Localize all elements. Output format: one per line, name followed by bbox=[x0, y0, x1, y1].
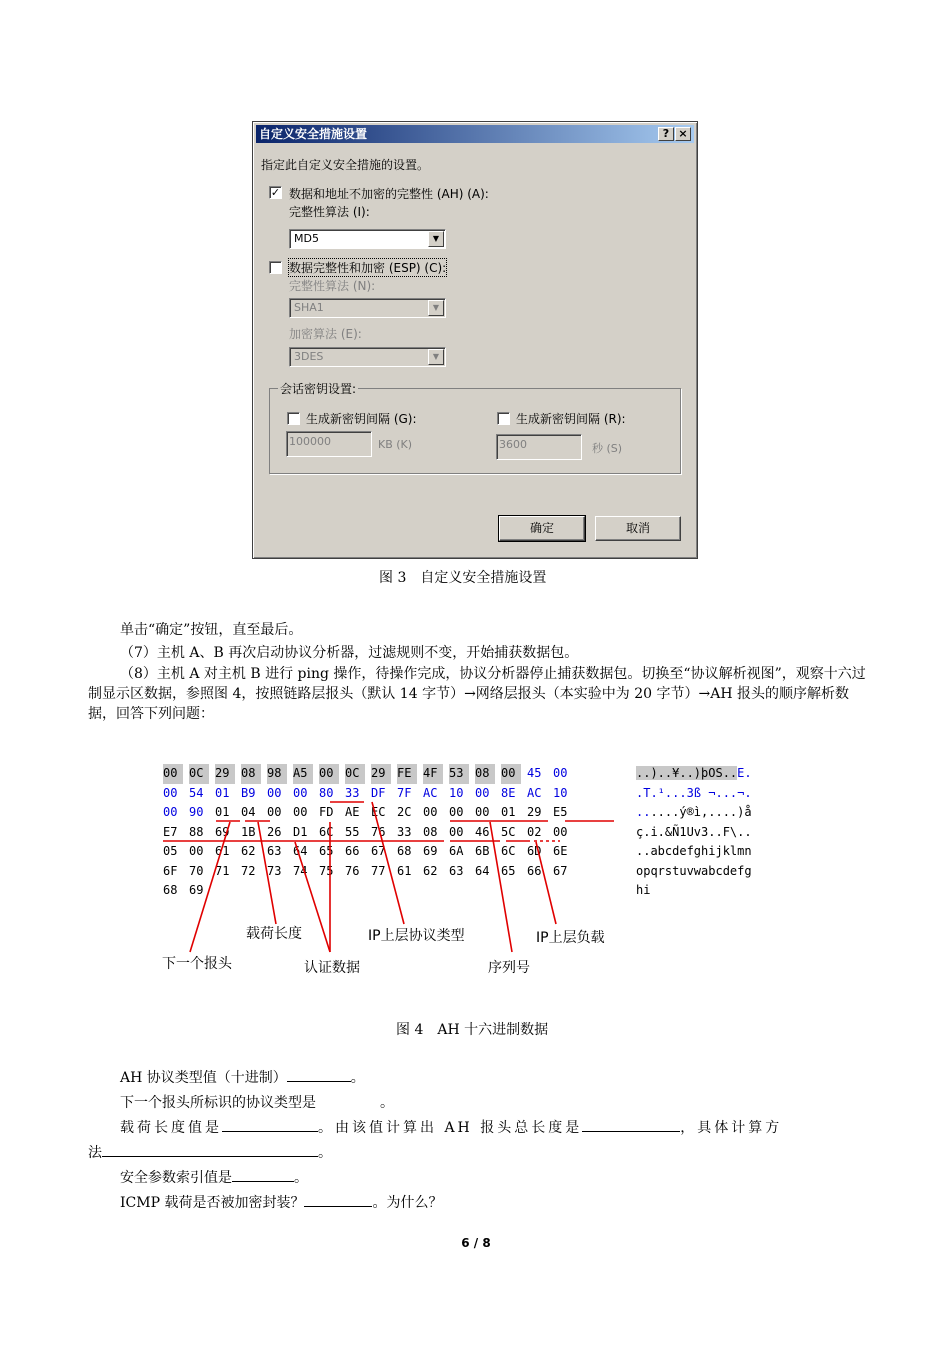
figure-4-caption: 图 4 AH 十六进制数据 bbox=[396, 1022, 549, 1038]
hex-byte: E5 bbox=[553, 805, 568, 819]
hex-byte: 73 bbox=[267, 863, 282, 878]
esp-enc-value: 3DES bbox=[294, 350, 324, 363]
hex-byte: 6B bbox=[475, 844, 490, 858]
hex-byte: 00 bbox=[449, 824, 464, 839]
hex-byte: 00 bbox=[449, 805, 464, 819]
q5-end: 。为什么？ bbox=[372, 1195, 443, 1211]
hex-byte: 65 bbox=[319, 844, 334, 858]
label-ip-upper-payload: IP上层负载 bbox=[536, 930, 605, 946]
hex-byte: 66 bbox=[345, 844, 360, 858]
ascii-row: ç.i.&Ñ1Uv3..F\.. bbox=[636, 824, 752, 839]
hex-byte: 00 bbox=[319, 764, 339, 784]
hex-byte: 67 bbox=[371, 844, 386, 858]
q5-blank[interactable] bbox=[304, 1193, 372, 1207]
kb-unit-label: KB (K) bbox=[378, 438, 413, 451]
hex-byte: 54 bbox=[189, 785, 204, 800]
q3-blank-a[interactable] bbox=[222, 1118, 318, 1132]
hex-byte: 00 bbox=[293, 805, 308, 819]
hex-byte: D1 bbox=[293, 824, 308, 839]
ah-label: 数据和地址不加密的完整性 (AH) (A): bbox=[289, 187, 489, 201]
q5-text: ICMP 载荷是否被加密封装？ bbox=[120, 1195, 305, 1211]
figure-3-caption: 图 3 自定义安全措施设置 bbox=[379, 570, 547, 586]
hex-byte: 6D bbox=[527, 844, 542, 858]
ip-proto-leader bbox=[372, 802, 404, 924]
hex-byte: 4F bbox=[423, 764, 443, 784]
question-2 bbox=[120, 1092, 394, 1112]
ascii-row: .T.¹...3ß ¬...¬. bbox=[636, 785, 752, 800]
q1-end: 。 bbox=[350, 1070, 365, 1086]
q3b-text: 法 bbox=[88, 1145, 102, 1161]
hex-byte: 29 bbox=[215, 764, 235, 784]
question-4 bbox=[120, 1167, 308, 1187]
hex-byte: 75 bbox=[319, 863, 334, 878]
hex-byte: 00 bbox=[267, 805, 282, 819]
hex-byte: 72 bbox=[241, 863, 256, 878]
dialog-title: 自定义安全措施设置 bbox=[259, 127, 368, 141]
hex-byte: 0C bbox=[345, 764, 365, 784]
chevron-down-icon[interactable]: ▼ bbox=[428, 349, 444, 365]
hex-byte: 61 bbox=[397, 863, 412, 878]
hex-byte: 90 bbox=[189, 805, 204, 819]
q2-text: 下一个报头所标识的协议类型是 bbox=[120, 1095, 316, 1111]
kb-interval-label: 生成新密钥间隔 (G): bbox=[306, 412, 417, 426]
hex-byte: 00 bbox=[163, 805, 178, 819]
hex-byte: E7 bbox=[163, 824, 178, 839]
ascii-row: ......ý®ì,....)å bbox=[636, 805, 752, 819]
hex-byte: 6C bbox=[319, 824, 334, 839]
hex-byte: 29 bbox=[371, 764, 391, 784]
hex-byte: 6C bbox=[501, 844, 516, 858]
ok-button[interactable]: 确定 bbox=[499, 516, 585, 541]
q3-text: 载荷长度值是 bbox=[120, 1120, 222, 1136]
hex-byte: 00 bbox=[163, 764, 183, 784]
hex-byte: 00 bbox=[267, 785, 282, 800]
hex-byte: 67 bbox=[553, 863, 568, 878]
question-1 bbox=[120, 1067, 365, 1087]
hex-byte: 0C bbox=[189, 764, 209, 784]
hex-byte: 26 bbox=[267, 824, 282, 839]
hex-byte: 00 bbox=[423, 805, 438, 819]
hex-byte: 8E bbox=[501, 785, 516, 800]
label-ip-upper-protocol: IP上层协议类型 bbox=[368, 928, 465, 944]
hex-byte: 64 bbox=[475, 863, 490, 878]
hex-byte: 2C bbox=[397, 805, 412, 819]
hex-byte: 69 bbox=[189, 883, 204, 897]
hex-byte: EC bbox=[371, 805, 386, 819]
sec-interval-label: 生成新密钥间隔 (R): bbox=[516, 412, 626, 426]
hex-byte: 69 bbox=[423, 844, 438, 858]
hex-byte: 01 bbox=[501, 805, 516, 819]
hex-byte: 68 bbox=[397, 844, 412, 858]
payload-len-leader bbox=[258, 822, 276, 924]
ascii-row: ..abcdefghijklmn bbox=[636, 844, 752, 858]
hex-byte: 10 bbox=[449, 785, 464, 800]
hex-byte: 6F bbox=[163, 863, 178, 878]
cancel-button[interactable]: 取消 bbox=[595, 516, 681, 541]
esp-enc-label: 加密算法 (E): bbox=[289, 327, 362, 341]
question-3 bbox=[120, 1117, 782, 1137]
hex-byte: 65 bbox=[501, 863, 516, 878]
ascii-row: hi bbox=[636, 883, 651, 897]
hex-byte: 63 bbox=[267, 844, 282, 858]
hex-byte: 00 bbox=[475, 785, 490, 800]
hex-byte: 69 bbox=[215, 824, 230, 839]
hex-byte: 77 bbox=[371, 863, 386, 878]
hex-byte: 00 bbox=[553, 766, 568, 780]
q4-text: 安全参数索引值是 bbox=[120, 1170, 232, 1186]
ah-algo-label: 完整性算法 (I): bbox=[289, 205, 370, 219]
close-button[interactable]: × bbox=[675, 127, 691, 141]
hex-byte: 33 bbox=[345, 785, 360, 800]
hex-byte: AC bbox=[423, 785, 438, 800]
label-payload-length: 载荷长度 bbox=[246, 926, 302, 942]
chevron-down-icon[interactable]: ▼ bbox=[428, 231, 444, 247]
hex-byte: 08 bbox=[475, 764, 495, 784]
hex-byte: 71 bbox=[215, 863, 230, 878]
esp-algo-label: 完整性算法 (N): bbox=[289, 279, 376, 293]
sec-interval-input[interactable]: 3600 bbox=[496, 434, 582, 460]
hex-byte: 33 bbox=[397, 824, 412, 839]
esp-label: 数据完整性和加密 (ESP) (C): bbox=[289, 261, 447, 275]
hex-byte: 88 bbox=[189, 824, 204, 839]
q2-end: 。 bbox=[380, 1095, 394, 1111]
hex-byte: 00 bbox=[553, 824, 568, 839]
hex-byte: 01 bbox=[215, 785, 230, 800]
help-button[interactable]: ? bbox=[658, 127, 674, 141]
hex-byte: B9 bbox=[241, 785, 256, 800]
hex-byte: 55 bbox=[345, 824, 360, 839]
hex-byte: 76 bbox=[371, 824, 386, 839]
hex-byte: 62 bbox=[241, 844, 256, 858]
hex-byte: 01 bbox=[215, 805, 230, 819]
hex-byte: 08 bbox=[241, 764, 261, 784]
esp-algo-value: SHA1 bbox=[294, 301, 324, 314]
hex-byte: FE bbox=[397, 764, 417, 784]
q4-end: 。 bbox=[294, 1170, 308, 1186]
hex-byte: 53 bbox=[449, 764, 469, 784]
paragraph-step-8: （8）主机 A 对主机 B 进行 ping 操作，待操作完成，协议分析器停止捕获数据包。切换至“协议解析视图”，观察十六过制显示区数据，参照图 4，按照链路层报头（默认 14 字节）→网络层报头（本实验中为 20 字节）→AH 报头的顺序解析数据，回答下列问题： bbox=[88, 666, 866, 722]
hex-byte: AE bbox=[345, 805, 360, 819]
paragraph-click-ok: 单击“确定”按钮，直至最后。 bbox=[120, 622, 303, 638]
kb-interval-input[interactable]: 100000 bbox=[286, 431, 372, 457]
q3-blank-c[interactable] bbox=[102, 1143, 318, 1157]
hex-byte: 98 bbox=[267, 764, 287, 784]
chevron-down-icon[interactable]: ▼ bbox=[428, 300, 444, 316]
hex-byte: 05 bbox=[163, 844, 178, 858]
ascii-row: opqrstuvwabcdefg bbox=[636, 863, 752, 878]
hex-byte: 00 bbox=[293, 785, 308, 800]
ah-algo-value: MD5 bbox=[294, 232, 319, 245]
paragraph-step-7: （7）主机 A、B 再次启动协议分析器，过滤规则不变，开始捕获数据包。 bbox=[120, 645, 579, 661]
ip-payload-leader bbox=[536, 842, 556, 924]
hex-byte: 02 bbox=[527, 824, 542, 839]
label-next-header: 下一个报头 bbox=[162, 956, 232, 972]
q3-mid: 。由该值计算出 AH 报头总长度是 bbox=[318, 1120, 583, 1136]
hex-byte: 08 bbox=[423, 824, 438, 839]
hex-byte: 62 bbox=[423, 863, 438, 878]
hex-byte: 1B bbox=[241, 824, 256, 839]
hex-byte: A5 bbox=[293, 764, 313, 784]
q3-blank-b[interactable] bbox=[582, 1118, 680, 1132]
hex-byte: 29 bbox=[527, 805, 542, 819]
hex-byte: 6E bbox=[553, 844, 568, 858]
dialog-description: 指定此自定义安全措施的设置。 bbox=[261, 158, 430, 172]
label-auth-data: 认证数据 bbox=[304, 960, 360, 976]
hex-byte: 76 bbox=[345, 863, 360, 878]
hex-byte: 00 bbox=[501, 764, 521, 784]
page-number: 6 / 8 bbox=[461, 1236, 491, 1250]
check-mark-icon: ✓ bbox=[270, 186, 281, 199]
hex-byte: 00 bbox=[163, 785, 178, 800]
hex-byte: 45 bbox=[527, 766, 542, 780]
q1-text: AH 协议类型值（十进制） bbox=[120, 1070, 287, 1086]
hex-byte: 61 bbox=[215, 844, 230, 858]
hex-byte: 74 bbox=[293, 863, 308, 878]
hex-byte: 00 bbox=[189, 844, 204, 858]
sec-unit-label: 秒 (S) bbox=[592, 442, 623, 455]
hex-byte: DF bbox=[371, 785, 386, 800]
hex-byte: 6A bbox=[449, 844, 464, 858]
hex-byte: 80 bbox=[319, 785, 334, 800]
hex-byte: 10 bbox=[553, 785, 568, 800]
hex-byte: 66 bbox=[527, 863, 542, 878]
question-3-continued bbox=[88, 1142, 332, 1162]
hex-byte: 7F bbox=[397, 785, 412, 800]
question-5 bbox=[120, 1192, 442, 1212]
hex-byte: FD bbox=[319, 805, 334, 819]
label-sequence: 序列号 bbox=[488, 960, 530, 976]
hex-byte: 00 bbox=[475, 805, 490, 819]
hex-byte: 5C bbox=[501, 824, 516, 839]
hex-byte: 70 bbox=[189, 863, 204, 878]
q3b-end: 。 bbox=[318, 1145, 332, 1161]
hex-byte: 46 bbox=[475, 824, 490, 839]
hex-byte: 64 bbox=[293, 844, 308, 858]
hex-byte: 68 bbox=[163, 883, 178, 897]
hex-byte: 04 bbox=[241, 805, 256, 819]
q3-end: ，具体计算方 bbox=[680, 1120, 783, 1136]
hex-byte: AC bbox=[527, 785, 542, 800]
hex-byte: 63 bbox=[449, 863, 464, 878]
ascii-row: ..)..¥..)þOS..E. bbox=[636, 766, 752, 780]
q4-blank[interactable] bbox=[232, 1168, 294, 1182]
session-key-legend: 会话密钥设置: bbox=[280, 382, 357, 396]
q1-blank[interactable] bbox=[287, 1068, 351, 1082]
